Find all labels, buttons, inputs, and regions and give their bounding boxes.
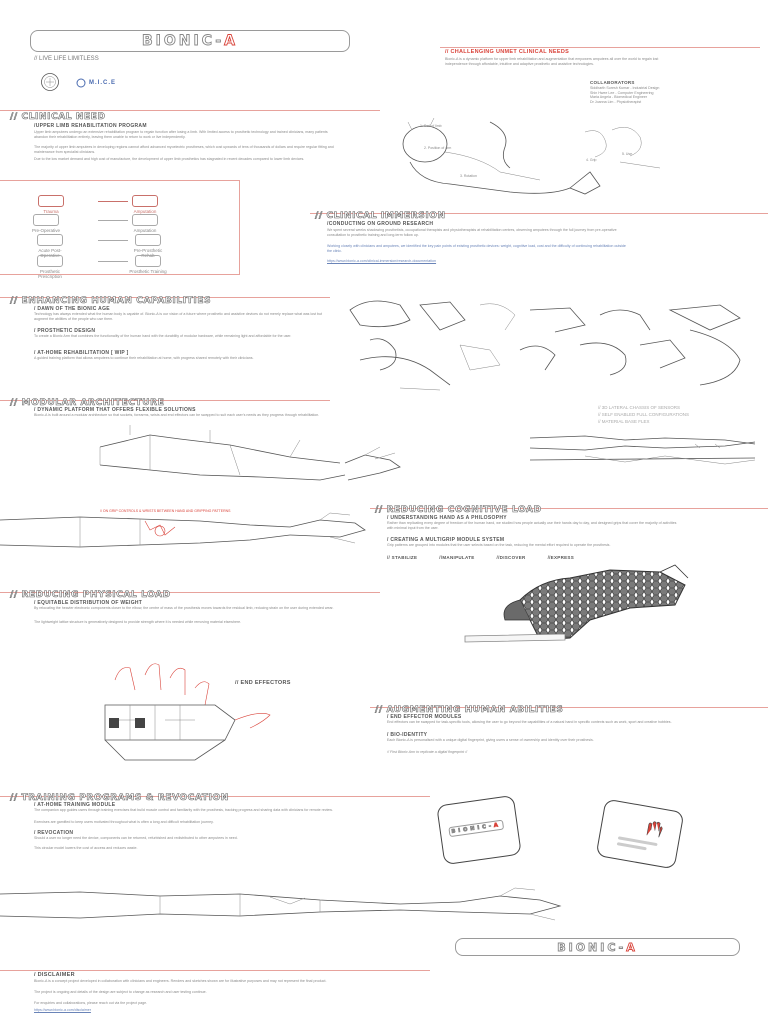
reducing-cognitive-sub-1: / UNDERSTANDING HAND AS A PHILOSOPHY [387,515,507,521]
clinician-arm-sketch [390,112,670,202]
training-title: // TRAINING PROGRAMS & REVOCATION [10,793,229,803]
grip-label-express: //EXPRESS [547,555,575,560]
flow-node: Prosthetic Prescription [30,255,70,279]
training-body-3: Should a user no longer need the device, components can be returned, refurbished and redistributed to other amputees in need. [34,836,238,840]
sketch-label: 1. Sort of limb [420,124,442,128]
pre-prosthetic-icon [135,234,161,246]
app-logo: BIONIC- A [448,820,504,838]
training-body-4: This circular model lowers the cost of access and reduces waste. [34,846,138,850]
augmenting-title: // AUGMENTING HUMAN ABILITIES [375,705,564,715]
clinical-need-title: // CLINICAL NEED [10,112,106,122]
collaborator-item: Siddharth Suresh Kumar - Industrial Design [590,86,660,90]
grip-control-sketch [0,505,370,560]
collaborator-item: Maria Angela - Biomedical Engineer [590,95,648,100]
reducing-physical-title: // REDUCING PHYSICAL LOAD [10,590,171,600]
reducing-cognitive-body-2: Grip patterns are grouped into modules that the user selects based on the task, reducing the mental effort required to operate the prosthesis. [387,543,611,547]
clinical-immersion-link[interactable]: https://www.bionic-a.com/clinical-immersion/research-documentation [327,259,437,263]
prosthetic-prescription-icon [37,255,63,267]
end-effector-sketch [85,660,285,770]
collaborator-item: Shin Hwee Lee - Computer Engineering [590,90,654,95]
augmenting-sub-1: / END EFFECTOR MODULES [387,714,462,720]
disclaimer-body-1: Bionic-A is a concept project developed in collaboration with clinicians and engineers. Renders and sketches shown are for illustrative purposes and may not represent the final product. [34,979,327,983]
enhancing-sub-1: / DAWN OF THE BIONIC AGE [34,306,110,312]
tagline: // LIVE LIFE LIMITLESS [34,56,99,62]
app-phone-right [596,798,685,869]
disclaimer-link[interactable]: https://www.bionic-a.com/disclaimer [34,1008,91,1012]
disclaimer-title: / DISCLAIMER [34,972,75,978]
reducing-physical-subtitle: / EQUITABLE DISTRIBUTION OF WEIGHT [34,600,143,606]
grip-label-manipulate: //MANIPULATE [439,555,475,560]
reducing-physical-body-2: The lightweight lattice structure is generatively designed to provide strength where it is needed while removing material elsewhere. [34,620,242,624]
enhancing-sub-3: / AT-HOME REHABILITATION [ WIP ] [34,350,129,356]
reducing-cognitive-title: // REDUCING COGNITIVE LOAD [375,505,542,515]
clinical-need-body-1: Upper limb amputees undergo an extensive rehabilitation program to regain function after losing a limb. With limited access to prosthetic technology and trained clinicians, many patients abandon their rehabilitation entirely, leaving them unable to return to work or live independently. [34,130,328,139]
app-phone-left [436,795,522,865]
clinical-need-subtitle: /UPPER LIMB REHABILITATION PROGRAM [34,123,147,129]
logo-text: BIONIC- [142,33,225,49]
side-note: // SELF ENABLED FULL CONFIGURATIONS [598,412,690,417]
modular-side-notes [598,405,689,424]
disclaimer-body-2: The project is ongoing and details of the design are subject to change as research and user testing continue. [34,990,207,994]
logo-accent: A [224,33,238,49]
enhancing-sub-2: / PROSTHETIC DESIGN [34,328,96,334]
flow-node: Trauma [38,195,64,214]
clinical-immersion-body-1: We spent several weeks shadowing prosthetists, occupational therapists and physiotherapists at rehabilitation centres, observing amputees through the full journey from pre-operative consultation to prosthetic training and long-term follow up. [327,228,617,237]
modular-title: // MODULAR ARCHITECTURE [10,398,165,408]
collaborators-title: COLLABORATORS [590,80,635,85]
augmenting-body-2: Each Bionic-A is personalised with a unique digital fingerprint, giving users a sense of ownership and identity over their prosthesis. [387,738,594,742]
footer-logo: BIONIC- A [455,938,740,956]
bionic-a-logo [30,30,350,52]
clinical-need-body-3: Due to the low market demand and high cost of manufacture, the development of upper limb prosthetics has stagnated in recent decades compared to lower limb devices. [34,157,305,161]
training-body-1: The companion app guides users through training exercises that build muscle control and familiarity with the prosthesis, tracking progress and sharing data with clinicians for remote review. [34,808,333,812]
amputation-icon [132,195,158,207]
flow-node: Amputation [132,214,158,233]
clinical-need-body-2: The majority of upper limb amputees in developing regions cannot afford advanced myoelectric prostheses, which cost upwards of tens of thousands of dollars and require regular fitting and maintenance from specialist clinicians. [34,145,334,154]
challenge-title: // CHALLENGING UNMET CLINICAL NEEDS [445,49,570,55]
flow-node: Amputation [132,195,158,214]
challenge-body: Bionic-A is a dynamic platform for upper limb rehabilitation and augmentation that empowers amputees all over the world to regain lost independence through affordable, intuitive and adaptive prosthetic and assistive technologies. [445,57,659,66]
sketch-label: 5. Use [622,152,633,156]
seal-emblem-icon [34,72,66,92]
sketch-label: 4. Grip [586,158,597,162]
reducing-cognitive-body-1: Rather than replicating every degree of freedom of the human hand, we studied how people actually use their hands day to day, and designed grips that cover the majority of activities with minimal input from the user. [387,521,677,530]
side-note: // MATERIAL BASE FLEX [598,419,650,424]
sketch-label: 2. Position of arm [424,146,452,150]
full-arm-sketch [0,882,768,927]
reducing-physical-body-1: By relocating the heavier electronic components closer to the elbow, the centre of mass of the prosthesis moves towards the residual limb, reducing strain on the user during extended wear. [34,606,334,610]
mice-logo-icon [76,78,86,88]
enhancing-title: // ENHANCING HUMAN CAPABILITIES [10,296,212,306]
grip-label-stabilize: // STABILIZE [387,555,418,560]
clinical-immersion-title: // CLINICAL IMMERSION [315,211,446,221]
training-sub-1: / AT-HOME TRAINING MODULE [34,802,116,808]
hand-gesture-sketches [340,290,760,400]
modular-arm-sketch [90,425,410,495]
modular-subtitle: / DYNAMIC PLATFORM THAT OFFERS FLEXIBLE SOLUTIONS [34,407,196,413]
augmenting-sub-2: / BIO-IDENTITY [387,732,428,738]
prosthetic-training-icon [135,255,161,267]
rehab-flow-diagram [0,180,240,279]
flow-node: Pre-Operative [32,214,60,233]
modular-body: Bionic-A is built around a modular architecture so that sockets, forearms, wrists and end effectors can be swapped to suit each user's needs as they progress through rehabilitation. [34,413,320,417]
collaborator-item: Dr Joanna Lim - Physiotherapist [590,99,642,104]
acute-post-operative-icon [37,234,63,246]
clinical-immersion-body-2: Working closely with clinicians and amputees, we identified the key pain points of existing prosthetic devices: weight, cognitive load, cost and the difficulty of continuing rehabilitation outside the clinic. [327,244,626,253]
grip-label-discover: //DISCOVER [496,555,526,560]
flow-node: Pre-Prosthetic Rehab [128,234,168,258]
training-body-2: Exercises are gamified to keep users motivated throughout what is often a long and difficult rehabilitation journey. [34,820,214,824]
modular-parts-sketch [525,430,760,470]
trauma-icon [38,195,64,207]
mice-logo: M.I.C.E [76,78,116,88]
flow-node: Acute Post-Operative [30,234,70,258]
clinical-immersion-subtitle: /CONDUCTING ON GROUND RESEARCH [327,221,434,227]
hand-icon [643,817,666,840]
reducing-cognitive-sub-2: / CREATING A MULTIGRIP MODULE SYSTEM [387,537,505,543]
enhancing-body-3: A guided training platform that allows amputees to continue their rehabilitation at home, with progress shared remotely with their clinicians. [34,356,254,360]
side-note: // 3D LATERAL CHASSIS OF SENSORS [598,405,681,410]
pre-operative-icon [33,214,59,226]
augmenting-caption: // First Bionic Arm to replicate a digital fingerprint // [387,750,468,754]
augmenting-body-1: End effectors can be swapped for task-specific tools, allowing the user to go beyond the capabilities of a natural hand in specific contexts such as work, sport and creative hobbies. [387,720,672,724]
flow-node: Prosthetic Training [128,255,168,274]
grip-callout: // ON GRIP CONTROLS & WRISTS BETWEEN HAND AND GRIPPING PATTERNS [100,509,231,513]
sketch-label: 3. Rotation [460,174,477,178]
collaborators-list [590,86,740,104]
enhancing-body-1: Technology has always extended what the human body is capable of. Bionic-A is our vision of a future where prosthetic and assistive devices do not merely replace what was lost but augment the abilities of the people who use them. [34,312,323,321]
enhancing-body-2: To create a Bionic Arm that combines the functionality of the human hand with the durability of modular hardware, while remaining light and affordable for the user. [34,334,292,338]
lattice-arm-render [460,560,700,650]
amputation-stage-icon [132,214,158,226]
training-sub-2: / REVOCATION [34,830,74,836]
end-effectors-label: // END EFFECTORS [235,680,291,686]
disclaimer-body-3: For enquiries and collaborations, please reach out via the project page. [34,1001,148,1005]
